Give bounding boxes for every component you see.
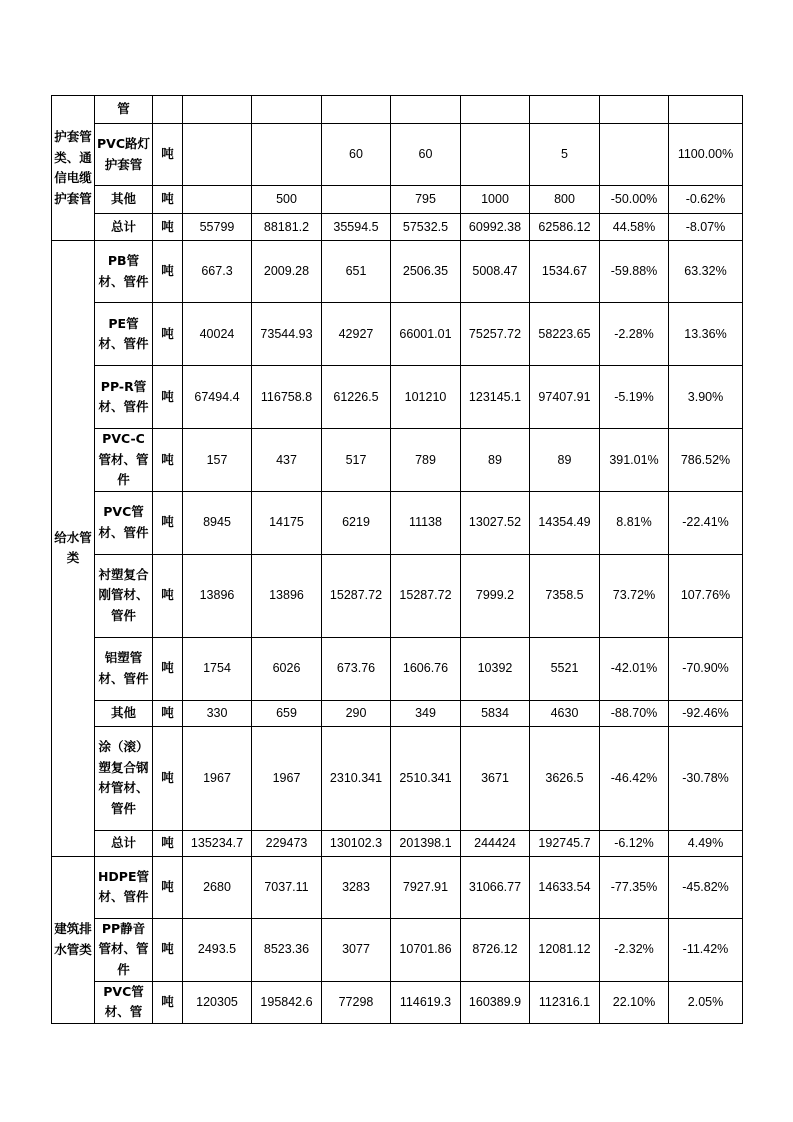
value-cell: 6026 bbox=[252, 637, 322, 700]
value-cell: 786.52% bbox=[669, 429, 743, 492]
table-row bbox=[52, 303, 743, 366]
value-cell: 3283 bbox=[322, 856, 391, 918]
value-cell: 290 bbox=[322, 700, 391, 726]
table-row bbox=[52, 554, 743, 637]
material-volume-table bbox=[51, 95, 743, 1024]
table-row bbox=[52, 856, 743, 918]
unit-cell: 吨 bbox=[153, 124, 183, 186]
unit-cell: 吨 bbox=[153, 637, 183, 700]
value-cell: 67494.4 bbox=[183, 366, 252, 429]
item-name-cell: 涂（滚）塑复合钢材管材、管件 bbox=[95, 726, 153, 830]
value-cell: 7358.5 bbox=[530, 554, 600, 637]
category-cell: 给水管类 bbox=[52, 241, 95, 857]
value-cell: 1754 bbox=[183, 637, 252, 700]
value-cell: 1100.00% bbox=[669, 124, 743, 186]
unit-cell: 吨 bbox=[153, 186, 183, 214]
value-cell: -22.41% bbox=[669, 491, 743, 554]
value-cell: -2.28% bbox=[600, 303, 669, 366]
value-cell: 73.72% bbox=[600, 554, 669, 637]
value-cell: -46.42% bbox=[600, 726, 669, 830]
item-name-cell: PVC管材、管件 bbox=[95, 491, 153, 554]
value-cell: 3077 bbox=[322, 918, 391, 981]
value-cell: 66001.01 bbox=[391, 303, 461, 366]
value-cell: 12081.12 bbox=[530, 918, 600, 981]
value-cell: 15287.72 bbox=[322, 554, 391, 637]
value-cell: 2310.341 bbox=[322, 726, 391, 830]
value-cell bbox=[322, 186, 391, 214]
table-row bbox=[52, 241, 743, 303]
value-cell: 60992.38 bbox=[461, 214, 530, 241]
value-cell bbox=[669, 96, 743, 124]
value-cell: 517 bbox=[322, 429, 391, 492]
value-cell bbox=[391, 96, 461, 124]
value-cell: -70.90% bbox=[669, 637, 743, 700]
value-cell: 101210 bbox=[391, 366, 461, 429]
value-cell: 651 bbox=[322, 241, 391, 303]
value-cell: 5834 bbox=[461, 700, 530, 726]
value-cell: 349 bbox=[391, 700, 461, 726]
value-cell: 89 bbox=[530, 429, 600, 492]
value-cell: -92.46% bbox=[669, 700, 743, 726]
value-cell bbox=[461, 96, 530, 124]
item-name-cell: 管 bbox=[95, 96, 153, 124]
table-row bbox=[52, 429, 743, 492]
value-cell: 3.90% bbox=[669, 366, 743, 429]
value-cell: -5.19% bbox=[600, 366, 669, 429]
value-cell: 89 bbox=[461, 429, 530, 492]
item-name-cell: HDPE管材、管件 bbox=[95, 856, 153, 918]
value-cell: 14175 bbox=[252, 491, 322, 554]
value-cell: 3671 bbox=[461, 726, 530, 830]
value-cell: -59.88% bbox=[600, 241, 669, 303]
value-cell: 437 bbox=[252, 429, 322, 492]
value-cell: -0.62% bbox=[669, 186, 743, 214]
value-cell: 7927.91 bbox=[391, 856, 461, 918]
value-cell: 35594.5 bbox=[322, 214, 391, 241]
value-cell: 7037.11 bbox=[252, 856, 322, 918]
value-cell: -45.82% bbox=[669, 856, 743, 918]
table-row bbox=[52, 637, 743, 700]
table-row bbox=[52, 96, 743, 124]
value-cell: 8.81% bbox=[600, 491, 669, 554]
table-row bbox=[52, 186, 743, 214]
value-cell: 244424 bbox=[461, 830, 530, 856]
value-cell: 1967 bbox=[183, 726, 252, 830]
value-cell: 7999.2 bbox=[461, 554, 530, 637]
value-cell: 22.10% bbox=[600, 981, 669, 1023]
value-cell: 97407.91 bbox=[530, 366, 600, 429]
item-name-cell: PVC路灯护套管 bbox=[95, 124, 153, 186]
value-cell bbox=[183, 186, 252, 214]
value-cell: 2.05% bbox=[669, 981, 743, 1023]
value-cell: 192745.7 bbox=[530, 830, 600, 856]
value-cell: 44.58% bbox=[600, 214, 669, 241]
unit-cell: 吨 bbox=[153, 918, 183, 981]
item-name-cell: PP-R管材、管件 bbox=[95, 366, 153, 429]
value-cell: 4630 bbox=[530, 700, 600, 726]
value-cell: 123145.1 bbox=[461, 366, 530, 429]
value-cell: 500 bbox=[252, 186, 322, 214]
value-cell: 160389.9 bbox=[461, 981, 530, 1023]
value-cell bbox=[252, 96, 322, 124]
unit-cell: 吨 bbox=[153, 554, 183, 637]
table-row bbox=[52, 214, 743, 241]
category-cell: 护套管类、通信电缆护套管 bbox=[52, 96, 95, 241]
value-cell: -2.32% bbox=[600, 918, 669, 981]
value-cell: 63.32% bbox=[669, 241, 743, 303]
unit-cell: 吨 bbox=[153, 856, 183, 918]
value-cell: -50.00% bbox=[600, 186, 669, 214]
item-name-cell: PP静音管材、管件 bbox=[95, 918, 153, 981]
value-cell: 135234.7 bbox=[183, 830, 252, 856]
unit-cell: 吨 bbox=[153, 241, 183, 303]
unit-cell: 吨 bbox=[153, 491, 183, 554]
value-cell: 1967 bbox=[252, 726, 322, 830]
value-cell: 40024 bbox=[183, 303, 252, 366]
item-name-cell: PE管材、管件 bbox=[95, 303, 153, 366]
value-cell: 60 bbox=[391, 124, 461, 186]
value-cell: 42927 bbox=[322, 303, 391, 366]
table-row bbox=[52, 366, 743, 429]
value-cell bbox=[600, 124, 669, 186]
value-cell: 14354.49 bbox=[530, 491, 600, 554]
value-cell: 4.49% bbox=[669, 830, 743, 856]
unit-cell: 吨 bbox=[153, 700, 183, 726]
value-cell: 8523.36 bbox=[252, 918, 322, 981]
item-name-cell: 衬塑复合刚管材、管件 bbox=[95, 554, 153, 637]
value-cell: -42.01% bbox=[600, 637, 669, 700]
item-name-cell: 总计 bbox=[95, 830, 153, 856]
value-cell: 13896 bbox=[252, 554, 322, 637]
item-name-cell: PB管材、管件 bbox=[95, 241, 153, 303]
value-cell bbox=[252, 124, 322, 186]
value-cell: 11138 bbox=[391, 491, 461, 554]
value-cell: 55799 bbox=[183, 214, 252, 241]
table-row bbox=[52, 700, 743, 726]
item-name-cell: 铝塑管材、管件 bbox=[95, 637, 153, 700]
table-row bbox=[52, 981, 743, 1023]
value-cell: 800 bbox=[530, 186, 600, 214]
unit-cell: 吨 bbox=[153, 981, 183, 1023]
table-row bbox=[52, 918, 743, 981]
value-cell: 667.3 bbox=[183, 241, 252, 303]
value-cell bbox=[600, 96, 669, 124]
table-row bbox=[52, 830, 743, 856]
value-cell: 75257.72 bbox=[461, 303, 530, 366]
value-cell: 73544.93 bbox=[252, 303, 322, 366]
value-cell: 229473 bbox=[252, 830, 322, 856]
value-cell: 2506.35 bbox=[391, 241, 461, 303]
item-name-cell: 总计 bbox=[95, 214, 153, 241]
value-cell: -30.78% bbox=[669, 726, 743, 830]
value-cell: 116758.8 bbox=[252, 366, 322, 429]
value-cell: 15287.72 bbox=[391, 554, 461, 637]
value-cell bbox=[183, 124, 252, 186]
value-cell: 2493.5 bbox=[183, 918, 252, 981]
value-cell: 659 bbox=[252, 700, 322, 726]
value-cell: 31066.77 bbox=[461, 856, 530, 918]
value-cell: 195842.6 bbox=[252, 981, 322, 1023]
value-cell: 157 bbox=[183, 429, 252, 492]
item-name-cell: 其他 bbox=[95, 700, 153, 726]
value-cell: 60 bbox=[322, 124, 391, 186]
unit-cell bbox=[153, 96, 183, 124]
item-name-cell: PVC-C管材、管件 bbox=[95, 429, 153, 492]
value-cell: 120305 bbox=[183, 981, 252, 1023]
value-cell bbox=[183, 96, 252, 124]
table-row bbox=[52, 124, 743, 186]
value-cell: -77.35% bbox=[600, 856, 669, 918]
value-cell: 88181.2 bbox=[252, 214, 322, 241]
value-cell: -6.12% bbox=[600, 830, 669, 856]
value-cell: 2009.28 bbox=[252, 241, 322, 303]
value-cell: 114619.3 bbox=[391, 981, 461, 1023]
value-cell: 5008.47 bbox=[461, 241, 530, 303]
value-cell: 6219 bbox=[322, 491, 391, 554]
value-cell: -88.70% bbox=[600, 700, 669, 726]
value-cell: 61226.5 bbox=[322, 366, 391, 429]
value-cell: 5521 bbox=[530, 637, 600, 700]
unit-cell: 吨 bbox=[153, 303, 183, 366]
value-cell: 1534.67 bbox=[530, 241, 600, 303]
value-cell: 14633.54 bbox=[530, 856, 600, 918]
value-cell: 8945 bbox=[183, 491, 252, 554]
value-cell: 673.76 bbox=[322, 637, 391, 700]
unit-cell: 吨 bbox=[153, 429, 183, 492]
value-cell: 2680 bbox=[183, 856, 252, 918]
value-cell: 58223.65 bbox=[530, 303, 600, 366]
table-body bbox=[52, 96, 743, 1024]
value-cell: 3626.5 bbox=[530, 726, 600, 830]
value-cell: 201398.1 bbox=[391, 830, 461, 856]
category-cell: 建筑排水管类 bbox=[52, 856, 95, 1023]
value-cell: 62586.12 bbox=[530, 214, 600, 241]
item-name-cell: PVC管材、管 bbox=[95, 981, 153, 1023]
value-cell: -8.07% bbox=[669, 214, 743, 241]
value-cell bbox=[322, 96, 391, 124]
value-cell: -11.42% bbox=[669, 918, 743, 981]
unit-cell: 吨 bbox=[153, 726, 183, 830]
value-cell: 5 bbox=[530, 124, 600, 186]
value-cell: 13896 bbox=[183, 554, 252, 637]
unit-cell: 吨 bbox=[153, 830, 183, 856]
table-row bbox=[52, 726, 743, 830]
value-cell: 57532.5 bbox=[391, 214, 461, 241]
value-cell: 1606.76 bbox=[391, 637, 461, 700]
value-cell: 10701.86 bbox=[391, 918, 461, 981]
value-cell: 10392 bbox=[461, 637, 530, 700]
value-cell: 1000 bbox=[461, 186, 530, 214]
value-cell: 330 bbox=[183, 700, 252, 726]
value-cell: 789 bbox=[391, 429, 461, 492]
value-cell: 77298 bbox=[322, 981, 391, 1023]
value-cell: 112316.1 bbox=[530, 981, 600, 1023]
unit-cell: 吨 bbox=[153, 366, 183, 429]
value-cell: 107.76% bbox=[669, 554, 743, 637]
value-cell: 13027.52 bbox=[461, 491, 530, 554]
value-cell: 13.36% bbox=[669, 303, 743, 366]
value-cell: 391.01% bbox=[600, 429, 669, 492]
value-cell: 130102.3 bbox=[322, 830, 391, 856]
unit-cell: 吨 bbox=[153, 214, 183, 241]
value-cell: 2510.341 bbox=[391, 726, 461, 830]
value-cell bbox=[530, 96, 600, 124]
item-name-cell: 其他 bbox=[95, 186, 153, 214]
value-cell: 8726.12 bbox=[461, 918, 530, 981]
value-cell bbox=[461, 124, 530, 186]
value-cell: 795 bbox=[391, 186, 461, 214]
table-row bbox=[52, 491, 743, 554]
